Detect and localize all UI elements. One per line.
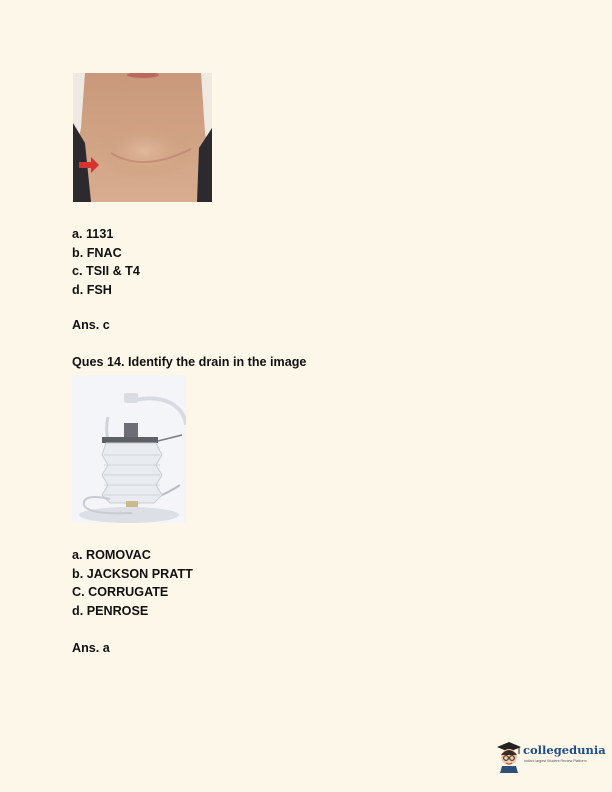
- q14-title: Ques 14. Identify the drain in the image: [72, 355, 307, 369]
- brand-name: collegedunia: [523, 743, 606, 757]
- option-c: c. TSII & T4: [72, 264, 140, 278]
- q14-answer: Ans. a: [72, 641, 110, 655]
- brand-tagline: India's largest Student Review Platform: [524, 759, 587, 763]
- q13-options: [72, 225, 140, 299]
- option-d: d. FSH: [72, 282, 112, 297]
- option-d: d. PENROSE: [72, 603, 149, 618]
- drain-photo: [72, 375, 186, 523]
- option-b: b. FNAC: [72, 245, 122, 260]
- option-a: a. ROMOVAC: [72, 548, 151, 562]
- neck-swelling-photo: [73, 73, 212, 202]
- mascot-icon: [495, 739, 523, 773]
- option-a: a. 1131: [72, 227, 114, 241]
- option-b: b. JACKSON PRATT: [72, 566, 193, 581]
- option-c: C. CORRUGATE: [72, 585, 169, 599]
- collegedunia-logo[interactable]: [495, 739, 606, 773]
- q14-options: [72, 546, 193, 620]
- q13-answer: Ans. c: [72, 318, 110, 332]
